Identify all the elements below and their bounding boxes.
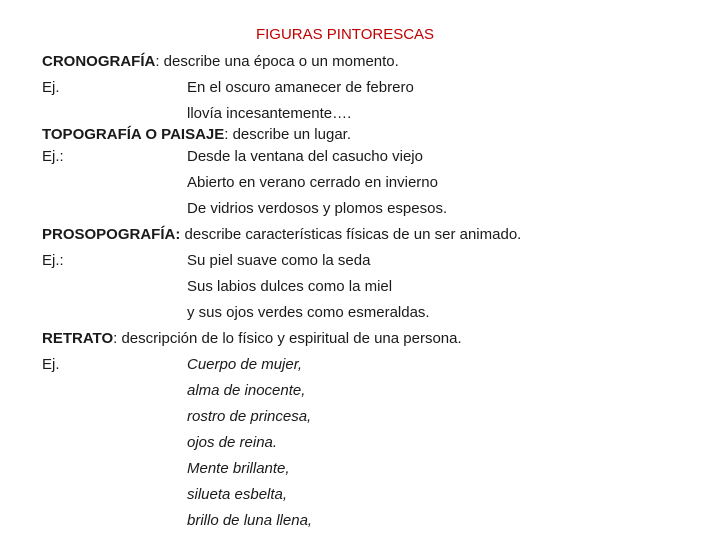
section-term: CRONOGRAFÍA <box>42 53 156 70</box>
example-line: De vidrios verdosos y plomos espesos. <box>187 200 448 217</box>
section-definition: : descripción de lo físico y espiritual de una persona. <box>113 330 462 347</box>
section-heading-cronografia <box>42 53 399 71</box>
example-line: y sus ojos verdes como esmeraldas. <box>187 304 430 321</box>
example-line: llovía incesantemente…. <box>187 105 352 122</box>
section-definition: : describe una época o un momento. <box>155 53 399 70</box>
example-line: En el oscuro amanecer de febrero <box>187 79 414 96</box>
example-line: Mente brillante, <box>187 460 290 477</box>
example-line: silueta esbelta, <box>187 486 288 503</box>
example-label: Ej.: <box>42 148 64 165</box>
section-definition: describe características físicas de un ser animado. <box>180 226 522 243</box>
section-heading-topografia <box>42 126 351 144</box>
example-line: brillo de luna llena, <box>187 512 313 529</box>
example-label: Ej. <box>42 356 60 373</box>
section-heading-retrato <box>42 330 462 348</box>
section-heading-prosopografia <box>42 226 521 244</box>
example-line: alma de inocente, <box>187 382 306 399</box>
example-line: Su piel suave como la seda <box>187 252 371 269</box>
example-label: Ej.: <box>42 252 64 269</box>
section-term: TOPOGRAFÍA O PAISAJE <box>42 126 225 143</box>
example-line: ojos de reina. <box>187 434 278 451</box>
section-term: RETRATO <box>42 330 114 347</box>
section-term: PROSOPOGRAFÍA: <box>42 226 181 243</box>
slide-title: FIGURAS PINTORESCAS <box>255 26 435 43</box>
example-line: Desde la ventana del casucho viejo <box>187 148 423 165</box>
example-line: rostro de princesa, <box>187 408 312 425</box>
example-line: Cuerpo de mujer, <box>187 356 303 373</box>
section-definition: : describe un lugar. <box>224 126 351 143</box>
example-label: Ej. <box>42 79 60 96</box>
example-line: Abierto en verano cerrado en invierno <box>187 174 438 191</box>
example-line: Sus labios dulces como la miel <box>187 278 393 295</box>
